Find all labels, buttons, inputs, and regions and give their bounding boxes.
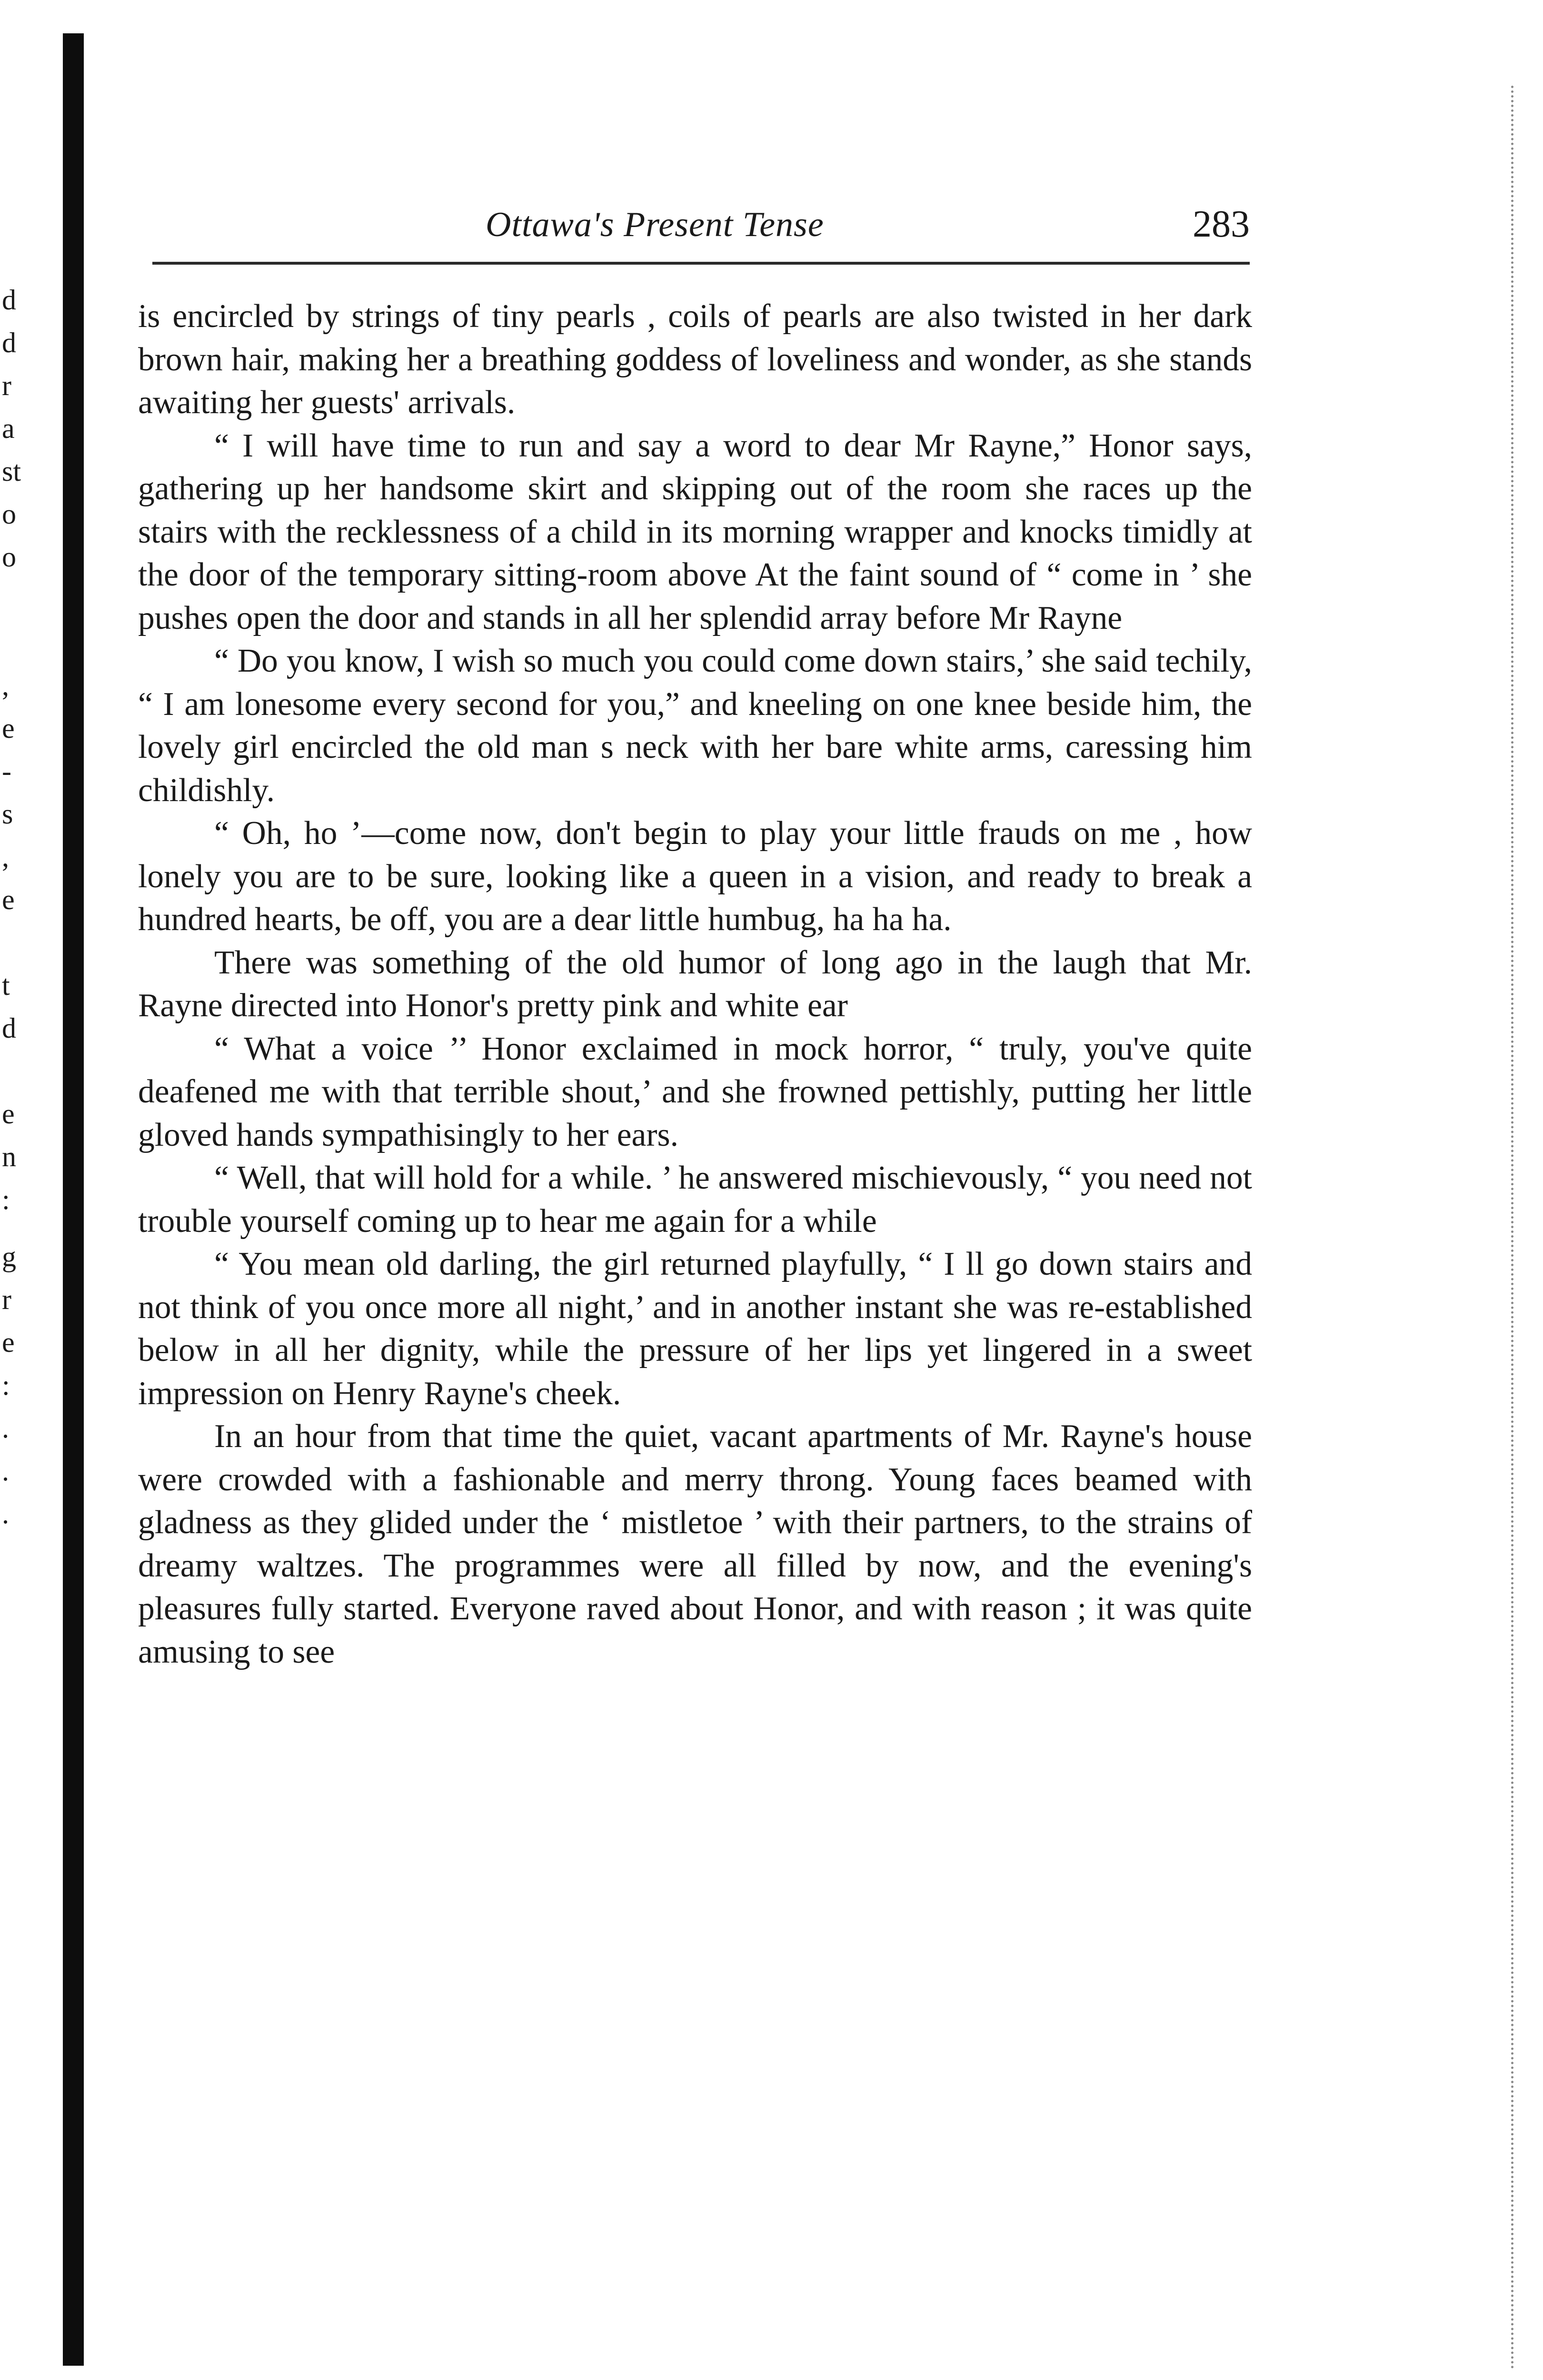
paragraph: “ Oh, ho ’—come now, don't begin to play your little frauds on me , how lonely you are to be sure, looking like a queen in a vision, and ready to break a hundred hearts, be off, you are a dear little humbug, ha ha ha. [138,815,1252,938]
paragraph: “ Well, that will hold for a while. ’ he answered mischievously, “ you need not trouble yourself coming up to hear me again for a while [138,1160,1252,1240]
left-fragment: . [2,1498,9,1529]
left-fragment: n [2,1141,16,1172]
paragraph: is encircled by strings of tiny pearls , coils of pearls are also twisted in her dark brown hair, making her a breathing goddess of loveliness and wonder, as she stands awaiting her guests' arrivals. [138,298,1252,421]
paragraph: In an hour from that time the quiet, vacant apartments of Mr. Rayne's house were crowded with a fashionable and merry throng. Young faces beamed with gladness as they glided under the ‘ mistletoe ’ with their partners, to the strains of dreamy waltzes. The programmes were all filled by now, and the evening's pleasures fully started. Everyone raved about Honor, and with reason ; it was quite amusing to see [138,1418,1252,1670]
page-header [152,190,1250,265]
body-text [138,295,1252,1674]
paragraph: “ Do you know, I wish so much you could come down stairs,’ she said techily, “ I am lonesome every second for you,” and kneeling on one knee beside him, the lovely girl encircled the old man s neck with her bare white arms, caressing him childishly. [138,643,1252,809]
paragraph: “ I will have time to run and say a word to dear Mr Rayne,” Honor says, gathering up her handsome skirt and skipping out of the room she races up the stairs with the recklessness of a child in its morning wrapper and knocks timidly at the door of the temporary sitting-room above At the faint sound of “ come in ’ she pushes open the door and stands in all her splendid array before Mr Rayne [138,427,1252,636]
left-fragment: t [2,970,10,1001]
left-fragment: d [2,1012,16,1044]
paragraph: There was something of the old humor of long ago in the laugh that Mr. Rayne directed into Honor's pretty pink and white ear [138,944,1252,1024]
left-fragment: a [2,413,15,444]
running-title: Ottawa's Present Tense [486,205,824,244]
left-fragment: . [2,1455,9,1487]
page-number: 283 [1193,203,1250,245]
left-fragment: e [2,713,15,744]
left-fragment: - [2,755,11,787]
right-edge-scan-marks [1506,86,1513,2370]
left-fragment: r [2,1284,11,1315]
paragraph: “ What a voice ’’ Honor exclaimed in mock horror, “ truly, you've quite deafened me with that terrible shout,’ and she frowned pettishly, putting her little gloved hands sympathisingly to her ears. [138,1030,1252,1153]
left-fragment: g [2,1241,16,1272]
left-fragment: o [2,541,16,573]
left-fragment: , [2,670,9,701]
binding-gutter-shadow [63,33,84,2366]
left-fragment: : [2,1184,10,1215]
left-fragment: e [2,1098,15,1130]
left-fragment: st [2,456,21,487]
left-fragment: o [2,498,16,530]
left-fragment: r [2,370,11,401]
left-fragment: e [2,1327,15,1358]
left-fragment: e [2,884,15,915]
paragraph: “ You mean old darling, the girl returned playfully, “ I ll go down stairs and not think of you once more all night,’ and in another instant she was re-established below in all her dignity, while the pressure of her lips yet lingered in a sweet impression on Henry Rayne's cheek. [138,1246,1252,1412]
left-fragment: d [2,327,16,358]
left-fragment: s [2,798,13,830]
left-fragment: , [2,841,9,873]
left-fragment: d [2,284,16,316]
left-fragment: . [2,1412,9,1444]
left-fragment: : [2,1369,10,1401]
